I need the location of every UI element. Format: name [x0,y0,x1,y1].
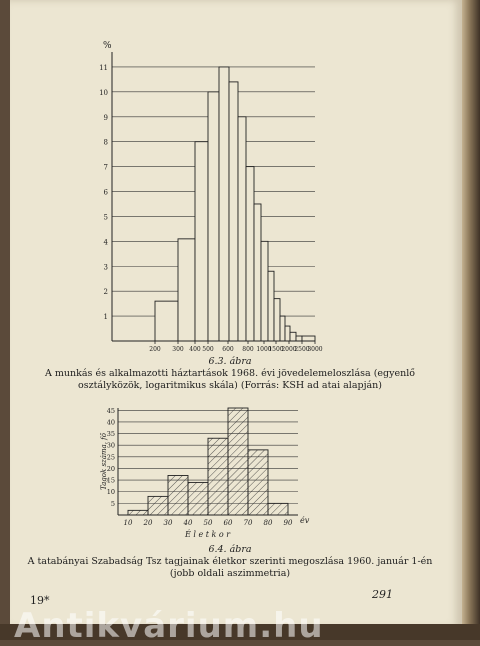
fig2-x-tick-label: 60 [223,519,233,527]
figure2-number: 6.4. ábra [208,544,252,555]
fig1-y-tick-label: 1 [103,313,108,322]
fig1-y-tick-label: 3 [103,263,108,272]
fig1-x-tick-label: 1500 [268,346,284,353]
fig2-y-label: Tagok száma, fő [100,433,108,490]
figure1-caption-line2: osztályközök, logaritmikus skála) (Forrás: KSH ad atai alapján) [77,380,383,391]
fig1-y-tick-label: 9 [103,113,108,122]
fig1-y-tick-label: 2 [103,288,108,297]
figure1-caption-line1: A munkás és alkalmazotti háztartások 1968. évi jövedelemeloszlása (egyenlő [45,368,415,379]
fig2-x-tick-label: 10 [123,519,133,527]
fig1-x-tick-label: 2500 [294,346,310,353]
fig1-x-tick-label: 600 [222,346,234,353]
fig1-y-tick-label: 6 [103,188,108,197]
fig2-x-tick-label: 50 [203,519,213,527]
fig2-y-tick-label: 25 [106,453,115,462]
fig1-y-tick-label: 4 [103,238,108,247]
fig2-y-tick-label: 15 [106,476,115,485]
fig1-x-tick-label: 300 [172,346,184,353]
fig2-bar [128,510,148,515]
fig2-bar [188,482,208,515]
fig2-x-tick-label: 70 [243,519,253,527]
fig2-y-tick-label: 35 [106,430,115,439]
fig1-x-tick-label: 800 [242,346,254,353]
page-number: 291 [372,588,393,601]
figure2-caption [20,544,440,580]
fig2-bar [168,475,188,515]
fig2-y-tick-label: 30 [106,441,115,450]
figure1-number: 6.3. ábra [208,356,252,367]
fig1-x-tick-label: 400 [189,346,201,353]
fig2-y-tick-label: 40 [106,418,115,427]
fig1-y-tick-label: 8 [103,138,108,147]
fig2-bar [268,503,288,515]
fig1-x-tick-label: 3000 [307,346,323,353]
fig1-x-tick-label: 200 [149,346,161,353]
fig2-x-unit: év [300,516,310,525]
fig2-bar [228,408,248,515]
fig2-bar [248,450,268,515]
fig2-y-tick-label: 10 [106,488,115,497]
fig2-x-tick-label: 90 [283,519,293,527]
fig1-x-tick-label: 2000 [281,346,297,353]
fig1-y-tick-label: 7 [103,163,108,172]
figure2-caption-line2: (jobb oldali aszimmetria) [169,568,291,579]
fig1-y-unit: % [103,41,112,51]
fig2-x-tick-label: 80 [263,519,273,527]
fig2-y-tick-label: 5 [110,499,115,508]
fig2-bar [208,438,228,515]
fig2-x-tick-label: 40 [183,519,193,527]
figure2-caption-line1: A tatabányai Szabadság Tsz tagjainak életkor szerinti megoszlása 1960. január 1-én [27,556,433,567]
fig1-y-tick-label: 10 [99,88,108,97]
fig2-x-tick-label: 20 [143,519,153,527]
fig1-x-tick-label: 1000 [256,346,272,353]
fig2-y-tick-label: 20 [106,464,115,473]
watermark: Antikvárium.hu [14,606,324,646]
fig1-x-tick-label: 500 [202,346,214,353]
fig2-y-tick-label: 45 [106,406,115,415]
fig1-y-tick-label: 5 [103,213,108,222]
fig2-bar [148,496,168,515]
fig2-x-tick-label: 30 [163,519,173,527]
fig2-x-label: É l e t k o r [185,530,231,539]
signature-mark: 19* [30,594,50,607]
fig1-y-tick-label: 11 [99,63,108,72]
